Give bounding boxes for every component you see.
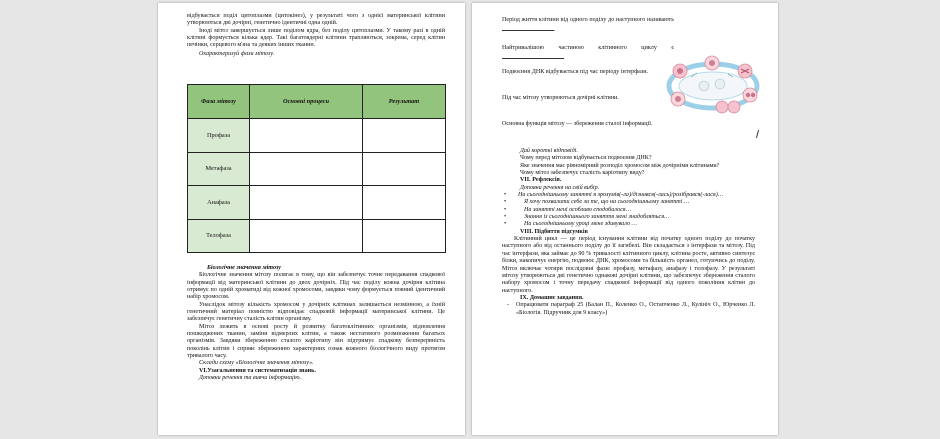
processes-cell[interactable] <box>250 152 363 186</box>
table-header-row <box>188 85 446 119</box>
fill-prompt: Доповни речення та вивчи інформацію. <box>199 375 302 382</box>
section-vi-heading: VI.Узагальнення та систематизація знань. <box>199 367 316 374</box>
question-text: Період життя клітини від одного поділу до наступного називають <box>502 17 674 23</box>
phase-metaphase: Метафаза <box>188 152 250 186</box>
short-answers-title: Дай короткі відповіді. <box>520 148 578 154</box>
question-5 <box>502 121 674 129</box>
question-text: Подвоєння ДНК відбувається під час періоду інтерфази. <box>502 69 649 75</box>
phase-anaphase: Анафаза <box>188 186 250 220</box>
phase-prophase: Профаза <box>188 119 250 153</box>
question-text: Основна функція мітозу — збереження сталої інформації. <box>502 121 653 127</box>
bio-paragraph: Біологічне значення мітозу полягає в тому, що він забезпечує точне передавання спадкової інформації від материнської клітини до двох дочірніх. Під час поділу кожна дочірня клітина отримує по одній хроматиді від кожної хромосоми, завдяки чому формується повний ідентичний набір хромосом. <box>187 272 445 301</box>
table-row <box>188 152 446 186</box>
list-item: • Я хочу похвалити себе за те, що на сьогоднішньому занятті … <box>502 199 755 206</box>
list-item: • На занятті мені особливо сподобалося… <box>502 207 755 214</box>
question-text: Під час мітозу утворюються дочірні клітини. <box>502 95 619 101</box>
section-viii-heading: VIII. Підбиття підсумків <box>520 228 588 235</box>
processes-cell[interactable] <box>250 219 363 253</box>
result-cell[interactable] <box>363 152 446 186</box>
bio-paragraph: Мітоз лежить в основі росту й розвитку багатоклітинних організмів, відновлення пошкоджених тканин, заміни відмерлих клітин, а також нестатевого розмноження багатьох організмів. Завдяки збереженню сталого каріотипу він підтримує спадкову безперервність поколінь клітин і сприяє збереженню характерних ознак кожного біологічного виду протягом тривалого часу. <box>187 323 445 360</box>
section-vii-heading: VII. Рефлексія. <box>520 177 562 184</box>
question-2 <box>502 45 674 62</box>
table-row <box>188 219 446 253</box>
answer-blank[interactable] <box>502 53 564 59</box>
intro-paragraph-1: відбувається поділ цитоплазми (цитокінез), у результаті чого з однієї материнської клітини утворюються дві дочірні, генетично ідентичні одна одній. <box>187 13 445 27</box>
homework-item: - Опрацювати параграф 25 (Балан П., Коленко О., Остапченко Л., Кулініч О., Юрченко Л. «Біологія. Підручник для 9 класу») <box>502 302 755 317</box>
header-processes: Основні процеси <box>250 85 363 119</box>
short-answers-block <box>502 148 755 317</box>
result-cell[interactable] <box>363 219 446 253</box>
list-item: • На сьогоднішньому занятті я зрозумів(-ла)/дізнався(-лась)/розібрався(-лася)… <box>502 192 755 199</box>
short-question: Чому перед мітозом відбувається подвоєння ДНК? <box>520 155 652 162</box>
reflection-prompt: Доповни речення на свій вибір. <box>520 184 600 191</box>
bio-title: Біологічне значення мітозу <box>207 265 281 271</box>
homework-list <box>502 302 755 317</box>
right-page <box>472 3 778 435</box>
processes-cell[interactable] <box>250 186 363 220</box>
summary-paragraph: Клітинний цикл — це період існування клітини від початку одного поділу до початку наступного або від останнього поділу до її загибелі. Він складається з інтерфази та мітозу. Під час інтерфази, яка займає до 90 % тривалості клітинного циклу, клітина росте, активно синтезує білки, накопичує енергію, подвоює ДНК, хромосоми та більшість органел, готуючись до поділу. Мітоз включає чотири послідовні фази: профазу, метафазу, анафазу і телофазу. У результаті мітозу утворюються дві генетично однакові дочірні клітини, що забезпечує збереження сталого набору хромосом і точну передачу спадкової інформації від одного покоління клітин до наступного. <box>502 236 755 294</box>
question-3 <box>502 69 674 77</box>
question-4 <box>502 95 674 103</box>
header-result: Результат <box>363 85 446 119</box>
diagram-tick <box>756 130 759 138</box>
scheme-task: Склади схему «Біологічне значення мітозу». <box>199 360 314 367</box>
phase-telophase: Телофаза <box>188 219 250 253</box>
processes-cell[interactable] <box>250 119 363 153</box>
header-phase: Фаза мітозу <box>188 85 250 119</box>
table-row <box>188 119 446 153</box>
cell-cycle-diagram <box>660 55 766 117</box>
short-question: Яке значення має рівномірний розподіл хромосом між дочірніми клітинами? <box>520 162 720 169</box>
answer-blank[interactable] <box>502 25 554 31</box>
section-ix-heading: IX. Домашнє завдання. <box>520 294 584 301</box>
table-prompt: Охарактеризуй фази мітозу. <box>199 50 275 57</box>
result-cell[interactable] <box>363 119 446 153</box>
reflection-list <box>502 192 755 229</box>
left-page <box>158 3 465 435</box>
list-item: • Знання із сьогоднішнього заняття мені знадобляться… <box>502 214 755 221</box>
intro-text <box>187 13 445 58</box>
short-question: Чому мітоз забезпечує сталість каріотипу виду? <box>520 170 645 177</box>
list-item: • На сьогоднішньому уроці мене здивувало … <box>502 221 755 228</box>
mitosis-phase-table <box>187 84 446 253</box>
intro-paragraph-2: Іноді мітоз завершується лише поділом ядра, без поділу цитоплазми. У такому разі в одній клітині формується кілька ядер. Такі багатоядерні клітини трапляються, зокрема, серед клітин печінки, серцевого м'яза та деяких інших тканин. <box>187 27 445 49</box>
biological-significance <box>187 265 445 383</box>
bio-paragraph: Унаслідок мітозу кількість хромосом у дочірніх клітинах залишається незмінною, а їхній генетичний матеріал повністю відповідає спадковій інформації материнської клітини. Це забезпечує генетичну сталість клітин організму. <box>187 301 445 323</box>
question-1: Період життя клітини від одного поділу до наступного називають . <box>502 17 674 33</box>
result-cell[interactable] <box>363 186 446 220</box>
table-row <box>188 186 446 220</box>
question-text: Найтривалішою частиною клітинного циклу є <box>502 45 674 51</box>
